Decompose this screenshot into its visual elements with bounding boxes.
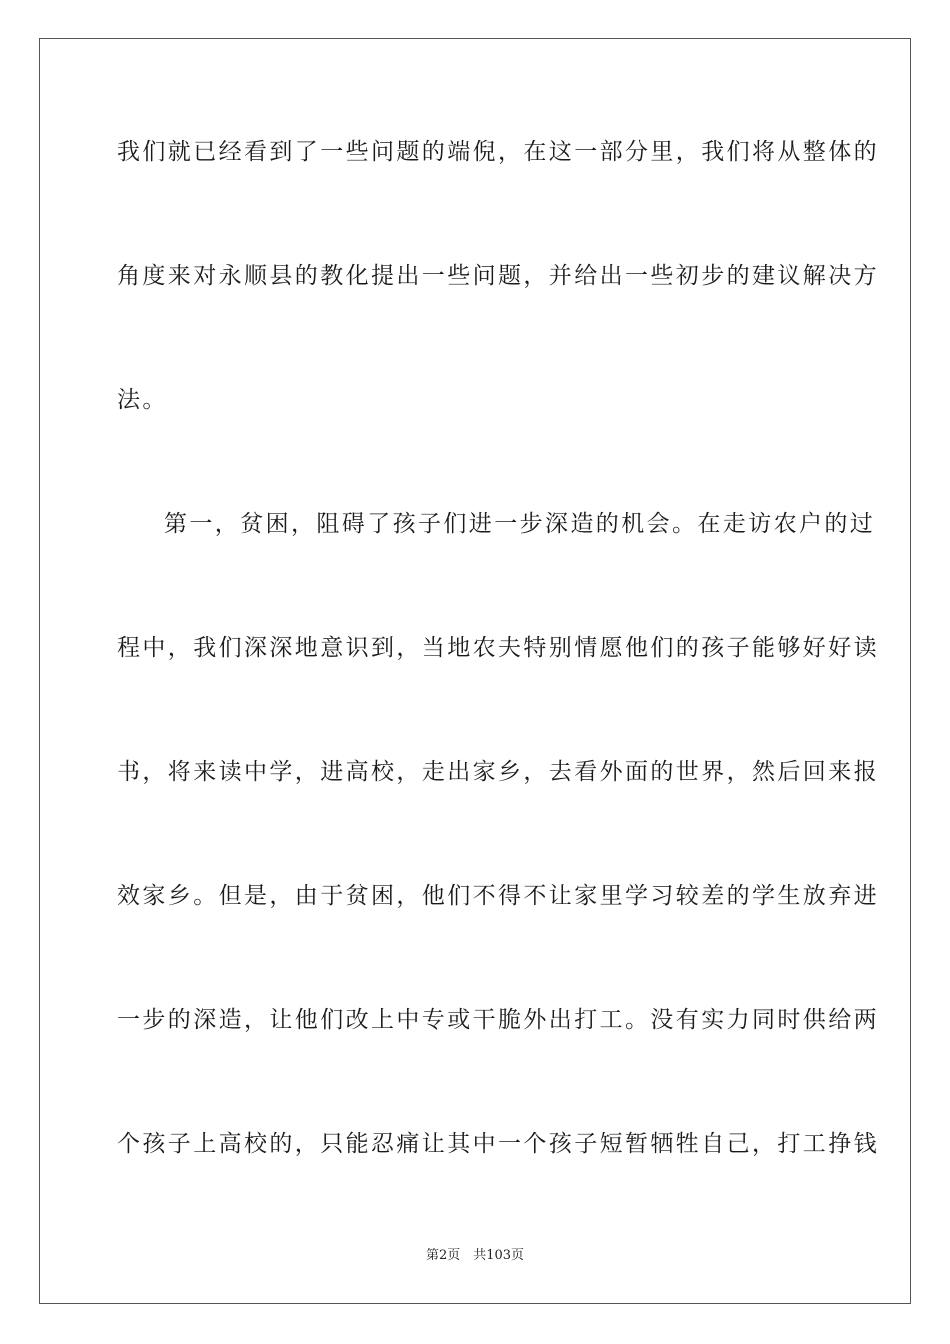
page-frame [39,38,911,1304]
text-line: 第一，贫困，阻碍了孩子们进一步深造的机会。在走访农户的过 [164,511,876,537]
page-number-footer: 第2页 共103页 [425,1248,525,1263]
text-line: 个孩子上高校的，只能忍痛让其中一个孩子短暂牺牲自己，打工挣钱 [117,1131,879,1157]
text-line: 我们就已经看到了一些问题的端倪，在这一部分里，我们将从整体的 [117,139,879,165]
text-line: 一步的深造，让他们改上中专或干脆外出打工。没有实力同时供给两 [117,1007,879,1033]
text-line: 效家乡。但是，由于贫困，他们不得不让家里学习较差的学生放弃进 [117,883,879,909]
text-line: 法。 [117,387,168,413]
text-line: 书，将来读中学，进高校，走出家乡，去看外面的世界，然后回来报 [117,759,879,785]
text-line: 角度来对永顺县的教化提出一些问题，并给出一些初步的建议解决方 [117,263,879,289]
text-line: 程中，我们深深地意识到，当地农夫特别情愿他们的孩子能够好好读 [117,635,879,661]
